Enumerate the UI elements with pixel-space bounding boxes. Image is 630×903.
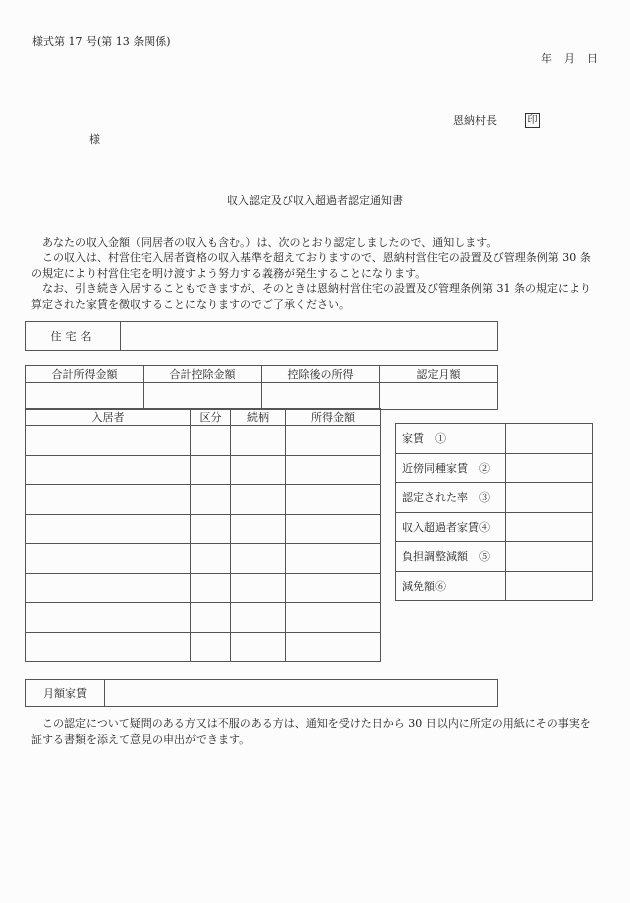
rent-label: 家賃 ① — [396, 424, 506, 454]
body-paragraph-1: あなたの収入金額（同居者の収入も含む。）は、次のとおり認定しましたので、通知します。 — [42, 236, 498, 249]
resident-income-cell[interactable] — [286, 603, 381, 633]
appeal-notice: この認定について疑問のある方又は不服のある方は、通知を受けた日から 30 日以内に所定の用紙にその事実を証する書類を添えて意見の申出ができます。 — [31, 717, 591, 746]
nearby-rent-value-field[interactable] — [506, 453, 593, 483]
resident-category-cell[interactable] — [191, 544, 231, 574]
resident-relationship-cell[interactable] — [231, 455, 286, 485]
resident-income-cell[interactable] — [286, 485, 381, 515]
issuer-name: 恩納村長 — [453, 114, 497, 127]
excess-income-rent-value-field[interactable] — [506, 512, 593, 542]
house-name-label: 住宅名 — [26, 322, 121, 351]
resident-name-cell[interactable] — [26, 455, 191, 485]
date-year-label: 年 — [541, 52, 552, 65]
income-header-total-deduction: 合計控除金額 — [144, 366, 262, 383]
exemption-amount-label: 減免額⑥ — [396, 571, 506, 601]
resident-income-cell[interactable] — [286, 455, 381, 485]
income-header-income-after-deduction: 控除後の所得 — [262, 366, 380, 383]
resident-name-cell[interactable] — [26, 573, 191, 603]
addressee-suffix: 様 — [89, 133, 100, 146]
total-income-field[interactable] — [26, 383, 144, 410]
table-row — [396, 512, 593, 542]
certified-rate-label: 認定された率 ③ — [396, 483, 506, 513]
resident-income-cell[interactable] — [286, 573, 381, 603]
resident-relationship-cell[interactable] — [231, 632, 286, 662]
body-paragraph-2: この収入は、村営住宅入居者資格の収入基準を超えておりますので、恩納村営住宅の設置及び管理条例第 30 条の規定により村営住宅を明け渡すよう努力する義務が発生することになります。 — [31, 251, 591, 280]
resident-header-income: 所得金額 — [286, 409, 381, 426]
certified-rate-value-field[interactable] — [506, 483, 593, 513]
resident-relationship-cell[interactable] — [231, 573, 286, 603]
table-row — [26, 426, 381, 456]
resident-header-category: 区分 — [191, 409, 231, 426]
table-row — [26, 514, 381, 544]
resident-name-cell[interactable] — [26, 514, 191, 544]
resident-category-cell[interactable] — [191, 485, 231, 515]
burden-adjustment-value-field[interactable] — [506, 542, 593, 572]
resident-table — [25, 408, 381, 662]
resident-relationship-cell[interactable] — [231, 514, 286, 544]
resident-category-cell[interactable] — [191, 632, 231, 662]
excess-income-rent-label: 収入超過者家賃④ — [396, 512, 506, 542]
resident-name-cell[interactable] — [26, 632, 191, 662]
table-row — [26, 485, 381, 515]
rent-calculation-table — [395, 423, 593, 601]
resident-name-cell[interactable] — [26, 426, 191, 456]
monthly-rent-table — [25, 679, 498, 707]
resident-name-cell[interactable] — [26, 485, 191, 515]
table-row — [396, 453, 593, 483]
table-row — [26, 455, 381, 485]
resident-relationship-cell[interactable] — [231, 426, 286, 456]
resident-relationship-cell[interactable] — [231, 603, 286, 633]
resident-income-cell[interactable] — [286, 514, 381, 544]
resident-category-cell[interactable] — [191, 573, 231, 603]
certified-monthly-field[interactable] — [380, 383, 498, 410]
monthly-rent-label: 月額家賃 — [26, 680, 105, 707]
resident-name-cell[interactable] — [26, 544, 191, 574]
table-row — [26, 632, 381, 662]
house-name-field[interactable] — [121, 322, 498, 351]
nearby-rent-label: 近傍同種家賃 ② — [396, 453, 506, 483]
table-row — [396, 571, 593, 601]
income-header-total-income: 合計所得金額 — [26, 366, 144, 383]
body-paragraph-3: なお、引き続き入居することもできますが、そのときは恩納村営住宅の設置及び管理条例第 31 条の規定により算定された家賃を徴収することになりますのでご了承ください。 — [31, 282, 591, 311]
resident-category-cell[interactable] — [191, 455, 231, 485]
house-name-table — [25, 321, 498, 351]
income-header-certified-monthly: 認定月額 — [380, 366, 498, 383]
resident-name-cell[interactable] — [26, 603, 191, 633]
resident-category-cell[interactable] — [191, 426, 231, 456]
rent-value-field[interactable] — [506, 424, 593, 454]
resident-income-cell[interactable] — [286, 632, 381, 662]
total-deduction-field[interactable] — [144, 383, 262, 410]
table-row — [396, 542, 593, 572]
table-row — [26, 544, 381, 574]
resident-header-name: 入居者 — [26, 409, 191, 426]
resident-category-cell[interactable] — [191, 514, 231, 544]
table-row — [396, 424, 593, 454]
form-number: 様式第 17 号(第 13 条関係) — [32, 35, 171, 48]
resident-relationship-cell[interactable] — [231, 485, 286, 515]
resident-category-cell[interactable] — [191, 603, 231, 633]
monthly-rent-field[interactable] — [105, 680, 498, 707]
date-month-label: 月 — [564, 52, 575, 65]
resident-header-relationship: 続柄 — [231, 409, 286, 426]
resident-relationship-cell[interactable] — [231, 544, 286, 574]
table-row — [26, 603, 381, 633]
document-title: 収入認定及び収入超過者認定通知書 — [227, 194, 403, 207]
date-line — [541, 52, 598, 66]
table-row — [26, 573, 381, 603]
exemption-amount-value-field[interactable] — [506, 571, 593, 601]
seal-mark-icon: 印 — [525, 113, 540, 128]
table-row — [396, 483, 593, 513]
burden-adjustment-label: 負担調整減額 ⑤ — [396, 542, 506, 572]
income-after-deduction-field[interactable] — [262, 383, 380, 410]
resident-income-cell[interactable] — [286, 426, 381, 456]
date-day-label: 日 — [587, 52, 598, 65]
income-table — [25, 365, 498, 410]
resident-income-cell[interactable] — [286, 544, 381, 574]
